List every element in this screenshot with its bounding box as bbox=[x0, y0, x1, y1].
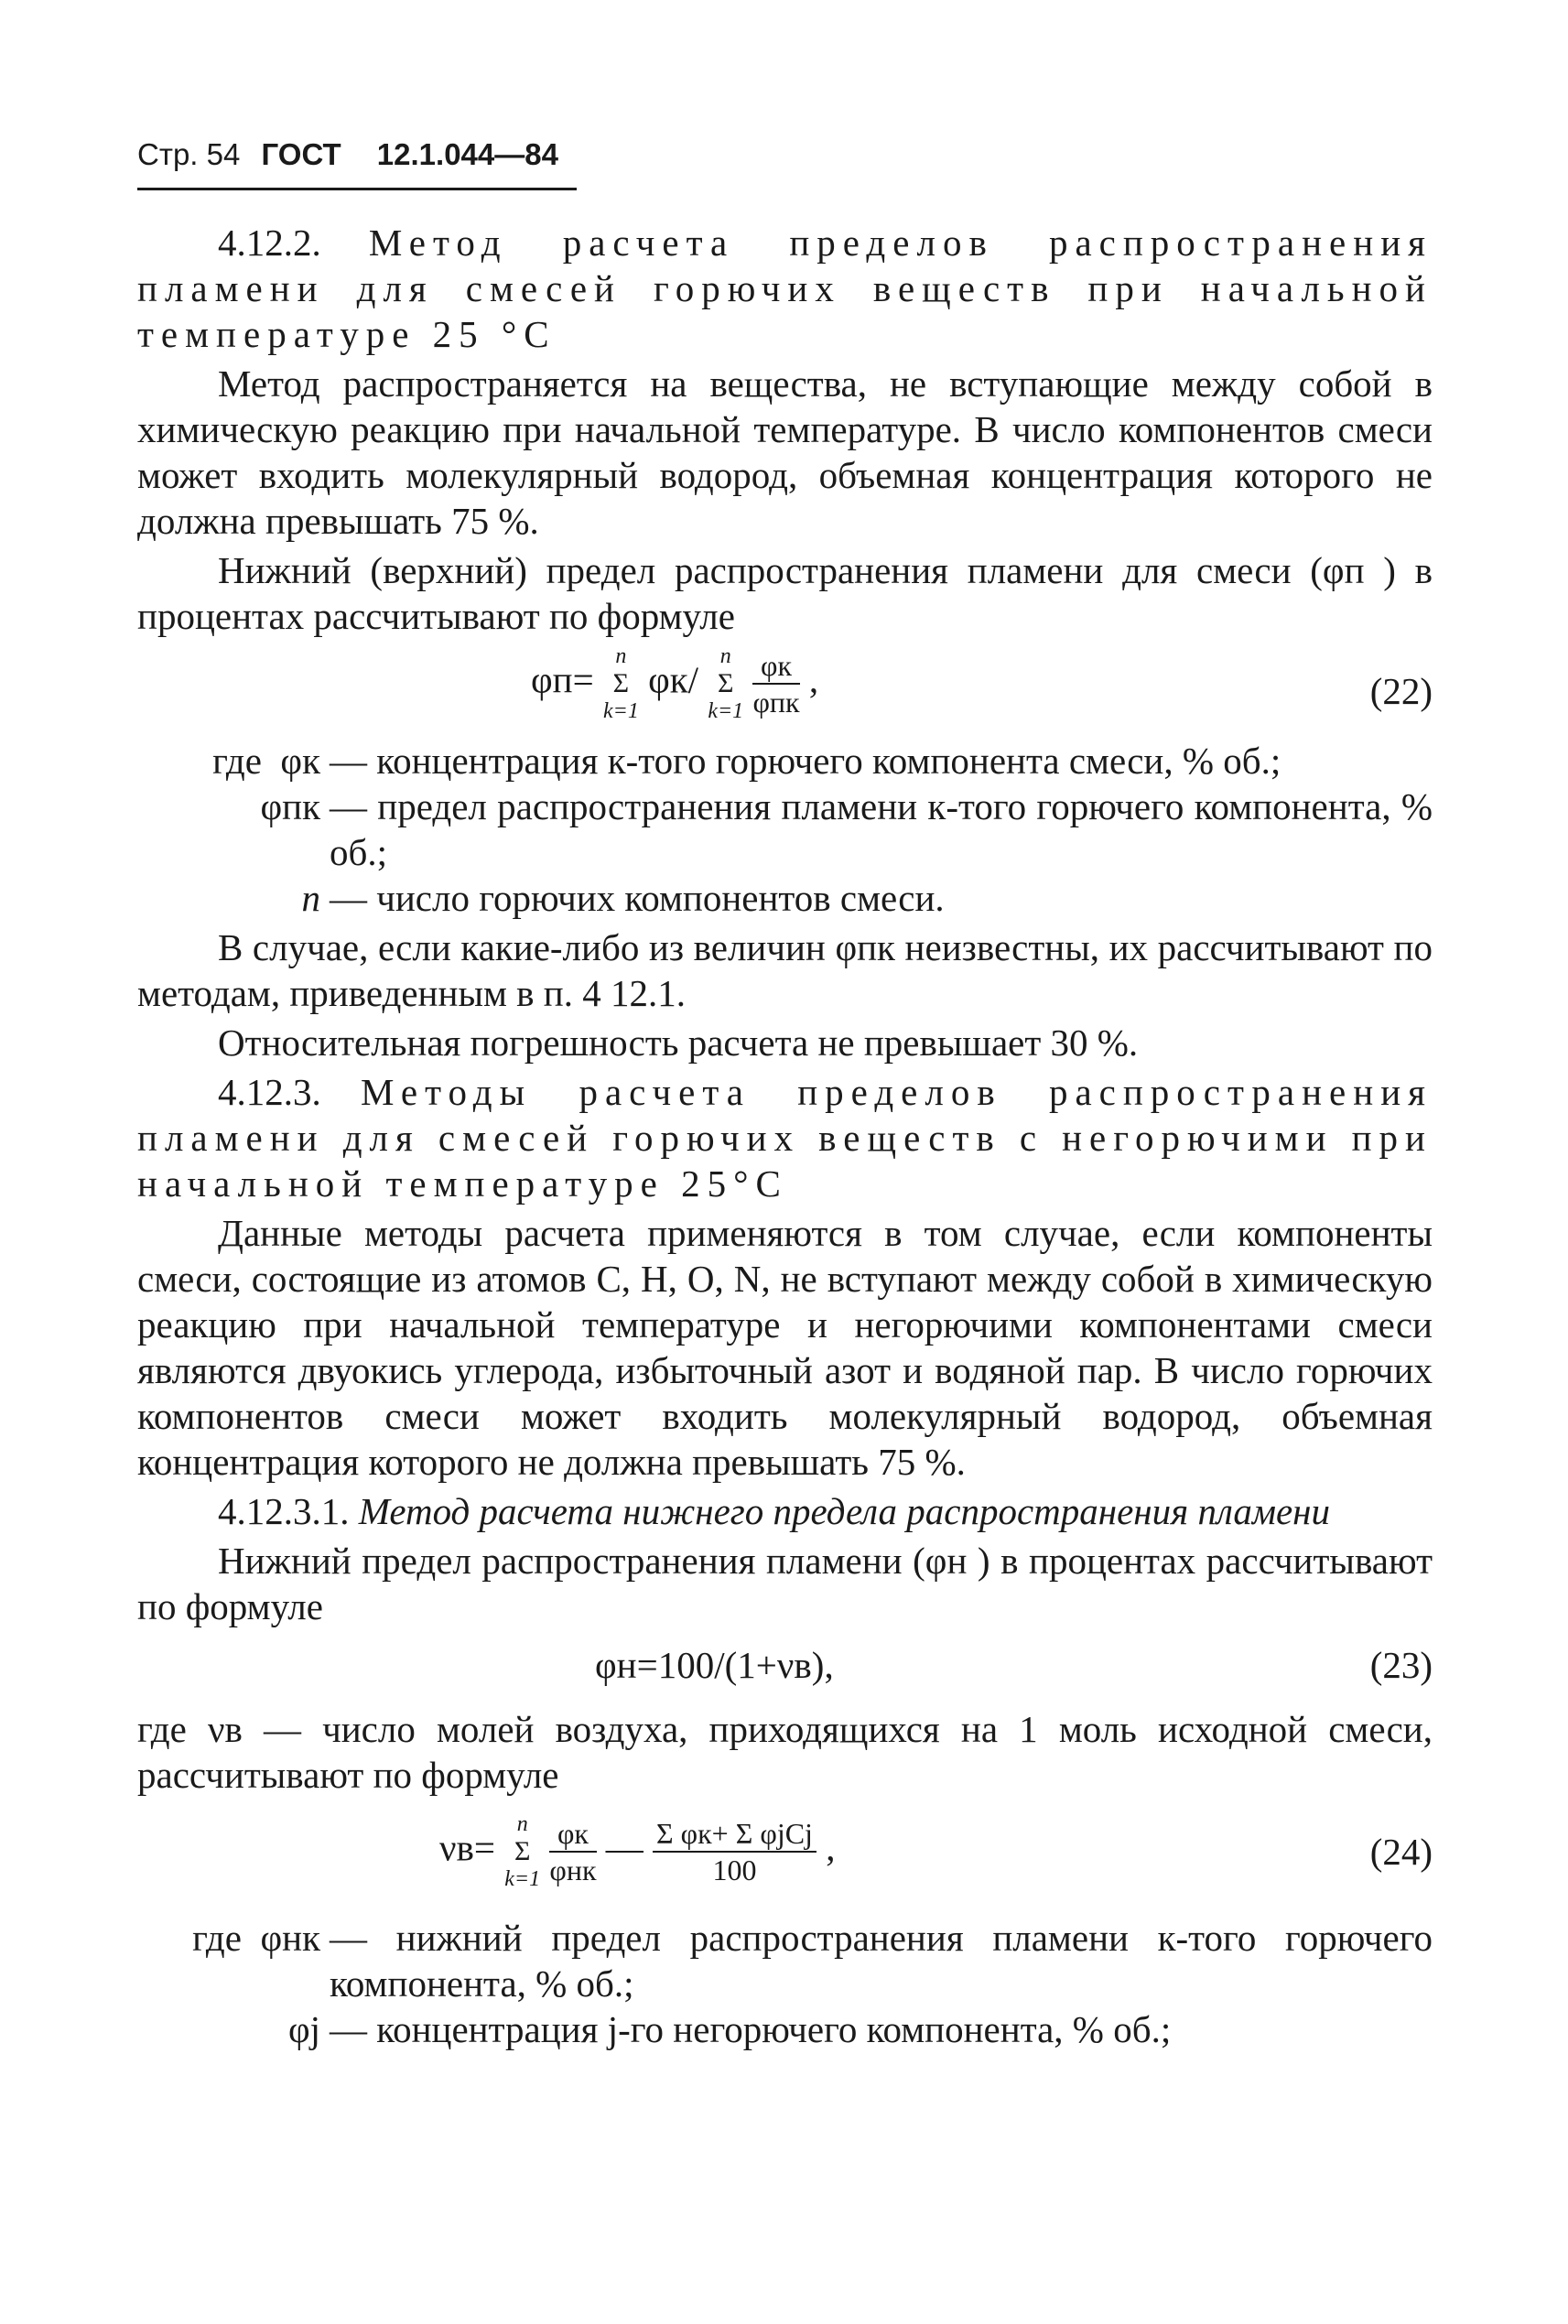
paragraph: Нижний (верхний) предел распространения пламени для смеси (φп ) в процентах рассчитывают по формуле bbox=[137, 549, 1433, 637]
section-number: 4.12.3. bbox=[218, 1071, 321, 1113]
standard-label: ГОСТ bbox=[261, 137, 341, 171]
equation-number: (22) bbox=[1369, 670, 1433, 712]
summation: n Σ k=1 bbox=[504, 1812, 541, 1891]
page-number: Стр. 54 bbox=[137, 137, 241, 171]
section-title: Методы расчета пределов распространения пламени для смесей горючих веществ с негорючими при начальной температуре 25°С bbox=[137, 1071, 1433, 1205]
paragraph: Метод распространяется на вещества, не вступающие между собой в химическую реакцию при начальной температуре. В число компонентов смеси может входить молекулярный водород, объемная концентрация которого не должна превышать 75 %. bbox=[137, 362, 1433, 542]
fraction: $\frac{\varphi к}{\text{φнк}}$ bbox=[549, 1817, 597, 1886]
definition-item: φj — концентрация j-го негорючего компонента, % об.; bbox=[287, 2008, 1172, 2050]
document-body bbox=[137, 220, 1433, 2056]
formula-23: φн=100/(1+νв), (23) bbox=[595, 1644, 1433, 1686]
definition-item: n — число горючих компонентов смеси. bbox=[301, 877, 945, 919]
definitions-list bbox=[137, 1915, 1433, 2052]
formula-term: φк/ bbox=[648, 658, 699, 701]
paragraph: Данные методы расчета применяются в том случае, если компоненты смеси, состоящие из атомов С, Н, О, N, не вступают между собой в химическую реакцию при начальной температуре и негорючими компонентами смеси являются двуокись углерода, избыточный азот и водяной пар. В число горючих компонентов смеси может входить молекулярный водород, объемная концентрация которого не должна превышать 75 %. bbox=[137, 1212, 1433, 1483]
paragraph: где νв — число молей воздуха, приходящихся на 1 моль исходной смеси, рассчитывают по формуле bbox=[137, 1708, 1433, 1796]
definitions-list bbox=[137, 738, 1433, 921]
section-4-12-3-1-title bbox=[137, 1488, 1433, 1534]
formula-lhs: νв= bbox=[439, 1826, 496, 1869]
equation-number: (23) bbox=[1369, 1644, 1433, 1686]
section-title: Метод расчета пределов распространения пламени для смесей горючих веществ при начальной температуре 25 °С bbox=[137, 222, 1433, 355]
paragraph: Нижний предел распространения пламени (φн ) в процентах рассчитывают по формуле bbox=[137, 1540, 1433, 1627]
definition-item: φпк — предел распространения пламени к-того горючего компонента, % об.; bbox=[260, 785, 1433, 873]
section-number: 4.12.3.1. bbox=[218, 1490, 350, 1532]
formula-24: νв= n Σ k=1 $\frac{\varphi к}{\text{φнк}}$ — $\frac{\text{Σ φк+ Σ φjCj}}{100}$ , (24) bbox=[439, 1812, 1433, 1891]
section-title: Метод расчета нижнего предела распространения пламени bbox=[358, 1490, 1331, 1532]
paragraph: В случае, если какие-либо из величин φпк неизвестны, их рассчитывают по методам, приведенным в п. 4 12.1. bbox=[137, 926, 1433, 1014]
summation: n Σ k=1 bbox=[602, 644, 639, 723]
definition-item: где φнк — нижний предел распространения пламени к-того горючего компонента, % об.; bbox=[192, 1917, 1433, 2005]
formula-lhs: φп= bbox=[531, 658, 594, 701]
equation-number: (24) bbox=[1369, 1831, 1433, 1873]
header-rule bbox=[137, 188, 577, 190]
section-4-12-2-title bbox=[137, 220, 1433, 357]
summation: n Σ k=1 bbox=[708, 644, 744, 723]
fraction: $\frac{\text{Σ φк+ Σ φjCj}}{100}$ bbox=[653, 1816, 816, 1887]
section-number: 4.12.2. bbox=[218, 222, 321, 264]
fraction: $\frac{\varphi к}{\text{φпк}}$ bbox=[752, 649, 800, 719]
definition-item: где φк — концентрация к-того горючего компонента смеси, % об.; bbox=[212, 740, 1281, 782]
standard-number: 12.1.044—84 bbox=[376, 137, 558, 171]
formula-22: φп= n Σ k=1 φк/ n Σ k=1 $\frac{\varphi к}{\text{φпк}}$ , (22) bbox=[531, 644, 1433, 723]
page-header bbox=[137, 137, 558, 172]
paragraph: Относительная погрешность расчета не превышает 30 %. bbox=[218, 1021, 1139, 1064]
section-4-12-3-title bbox=[137, 1069, 1433, 1206]
